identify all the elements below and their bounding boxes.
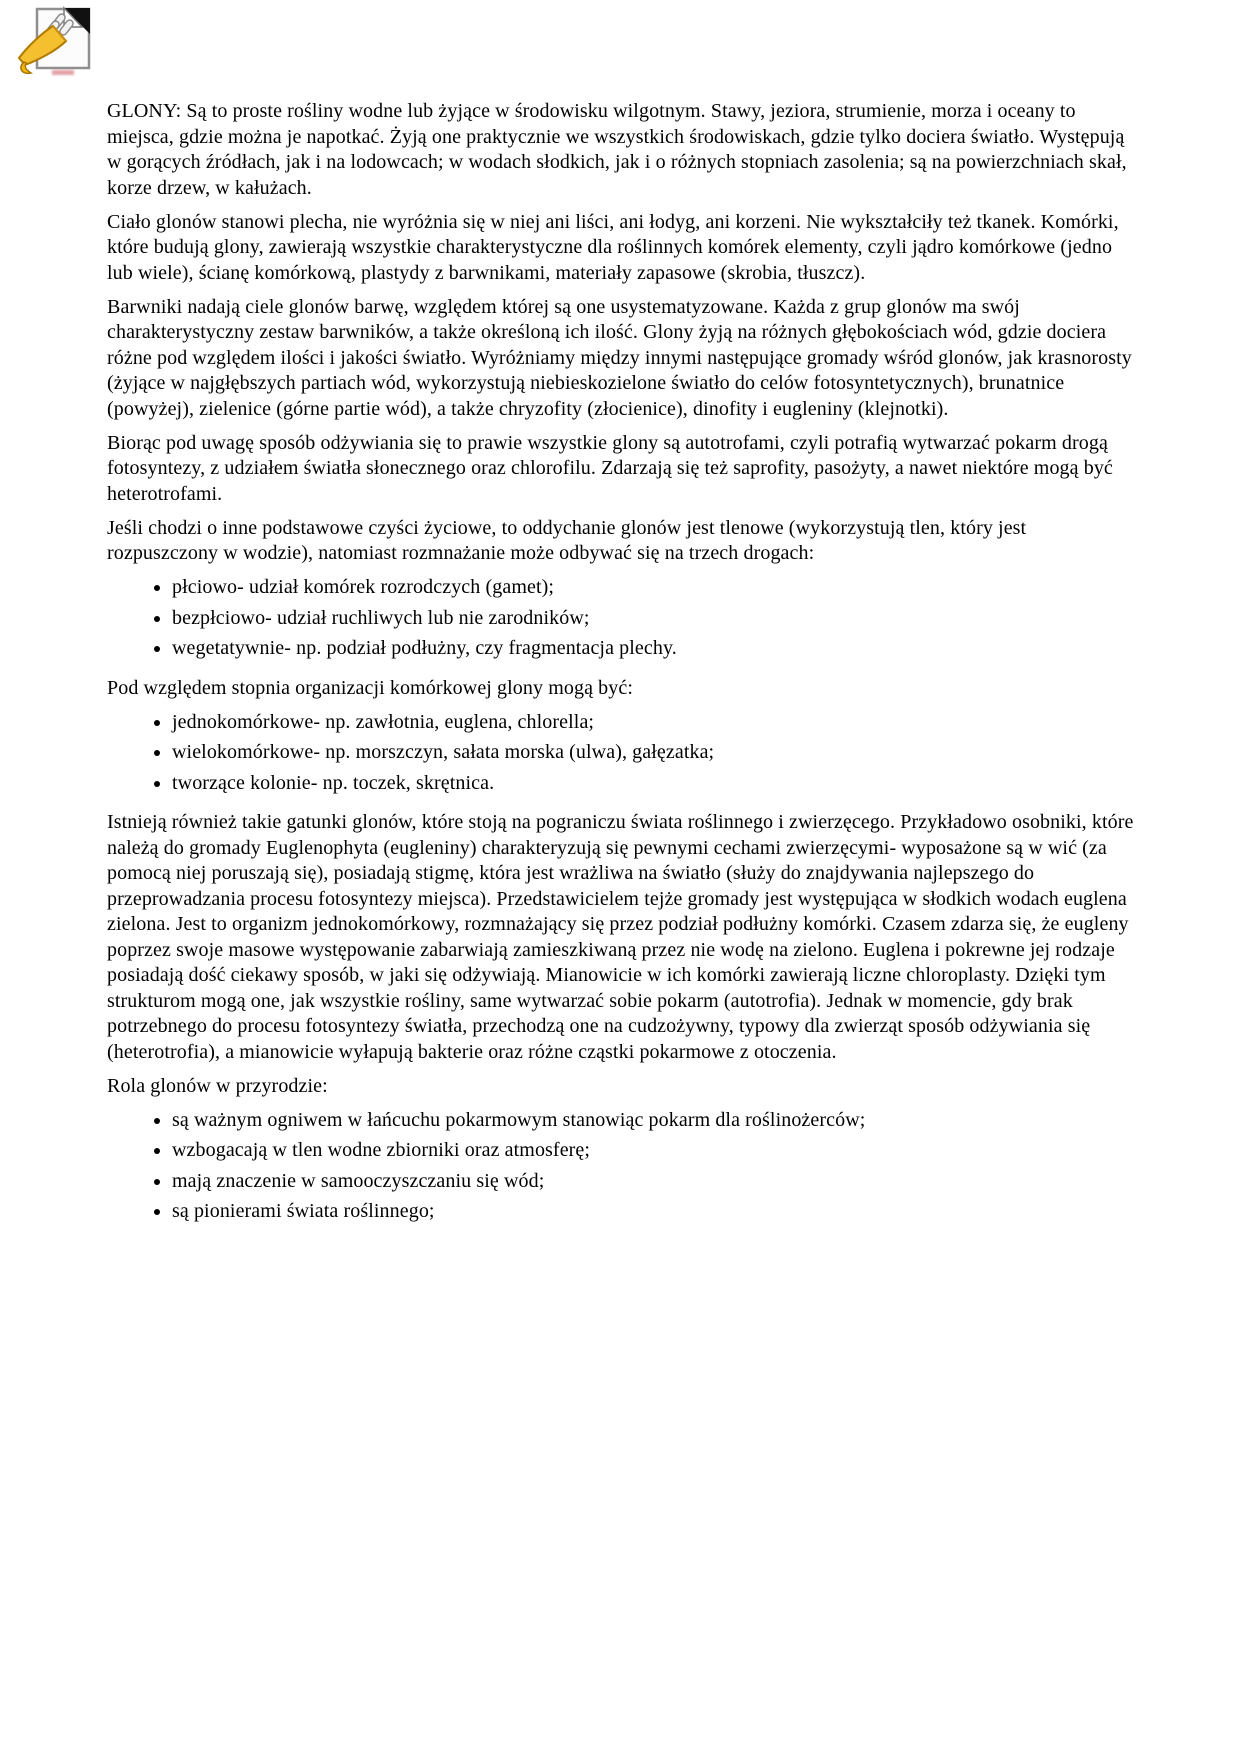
paragraph-odzywianie: Biorąc pod uwagę sposób odżywiania się to prawie wszystkie glony są autotrofami, czyli potrafią wytwarzać pokarm drogą fotosyntezy, z udziałem światła słonecznego oraz chlorofilu. Zdarzają się też saprofity, pasożyty, a nawet niektóre mogą być heterotrofami. xyxy=(107,431,1113,505)
list-item: • tworzące kolonie- np. toczek, skrętnica. xyxy=(172,771,1139,797)
list-rola-glonow xyxy=(107,1108,1139,1225)
list-item: • są pionierami świata roślinnego; xyxy=(172,1199,1139,1225)
list-item: • płciowo- udział komórek rozrodczych (gamet); xyxy=(172,575,1139,601)
paragraph-organizacja: Pod względem stopnia organizacji komórkowej glony mogą być: xyxy=(107,676,633,699)
list-item: • jednokomórkowe- np. zawłotnia, euglena, chlorella; xyxy=(172,710,1139,736)
list-organizacja xyxy=(107,710,1139,797)
document-pen-icon[interactable] xyxy=(16,6,96,84)
list-item: • wielokomórkowe- np. morszczyn, sałata morska (ulwa), gałęzatka; xyxy=(172,740,1139,766)
list-item: • mają znaczenie w samooczyszczaniu się wód; xyxy=(172,1169,1139,1195)
list-item: • wzbogacają w tlen wodne zbiorniki oraz atmosferę; xyxy=(172,1138,1139,1164)
paragraph-oddychanie: Jeśli chodzi o inne podstawowe czyści życiowe, to oddychanie glonów jest tlenowe (wykorzystują tlen, który jest rozpuszczony w wodzie), natomiast rozmnażanie może odbywać się na trzech drogach: xyxy=(107,516,1027,564)
icon-caption-smudge xyxy=(52,70,74,75)
paragraph-euglena: Istnieją również takie gatunki glonów, które stoją na pograniczu świata roślinnego i zwierzęcego. Przykładowo osobniki, które należą do gromady Euglenophyta (eugleniny) charakteryzują się pewnymi cechami zwierzęcymi- wyposażone są w wić (za pomocą niej poruszają się), posiadają stigmę, która jest wrażliwa na światło (służy do znajdywania najlepszego do przeprowadzania procesu fotosyntezy miejsca). Przedstawicielem tejże gromady jest występująca w słodkich wodach euglena zielona. Jest to organizm jednokomórkowy, rozmnażający się przez podział podłużny komórki. Czasem zdarza się, że eugleny poprzez swoje masowe występowanie zabarwiają zamieszkiwaną przez nie wodę na zielono. Euglena i pokrewne jej rodzaje posiadają dość ciekawy sposób, w jaki się odżywiają. Mianowicie w ich komórki zawierają liczne chloroplasty. Dzięki tym strukturom mogą one, jak wszystkie rośliny, same wytwarzać sobie pokarm (autotrofia). Jednak w momencie, gdy brak potrzebnego do procesu fotosyntezy światła, przechodzą one na cudzożywny, typowy dla zwierząt sposób odżywiania się (heterotrofia), a mianowicie wyłapują bakterie oraz różne cząstki pokarmowe z otoczenia. xyxy=(107,811,1134,1063)
paragraph-barwniki: Barwniki nadają ciele glonów barwę, względem której są one usystematyzowane. Każda z grup glonów ma swój charakterystyczny zestaw barwników, a także określoną ich ilość. Glony żyją na różnych głębokościach wód, gdzie dociera różne pod względem ilości i jakości światło. Wyróżniamy między innymi następujące gromady wśród glonów, jak krasnorosty (żyjące w najgłębszych partiach wód, wykorzystują niebieskozielone światło do celów fotosyntetycznych), brunatnice (powyżej), zielenice (górne partie wód), a także chryzofity (złocienice), dinofity i eugleniny (klejnotki). xyxy=(107,295,1132,420)
list-rozmnazanie xyxy=(107,575,1139,662)
paragraph-cialo-glonow: Ciało glonów stanowi plecha, nie wyróżnia się w niej ani liści, ani łodyg, ani korzeni. Nie wykształciły też tkanek. Komórki, które budują glony, zawierają wszystkie charakterystyczne dla roślinnych komórek elementy, czyli jądro komórkowe (jedno lub wiele), ścianę komórkową, plastydy z barwnikami, materiały zapasowe (skrobia, tłuszcz). xyxy=(107,210,1119,284)
list-item: • są ważnym ogniwem w łańcuchu pokarmowym stanowiąc pokarm dla roślinożerców; xyxy=(172,1108,1139,1134)
document-content xyxy=(107,99,1139,1239)
list-item: • bezpłciowo- udział ruchliwych lub nie zarodników; xyxy=(172,606,1139,632)
paragraph-rola-header: Rola glonów w przyrodzie: xyxy=(107,1074,328,1097)
list-item: • wegetatywnie- np. podział podłużny, czy fragmentacja plechy. xyxy=(172,636,1139,662)
paragraph-glony-intro: GLONY: Są to proste rośliny wodne lub żyjące w środowisku wilgotnym. Stawy, jeziora, strumienie, morza i oceany to miejsca, gdzie można je napotkać. Żyją one praktycznie we wszystkich środowiskach, gdzie tylko dociera światło. Występują w gorących źródłach, jak i na lodowcach; w wodach słodkich, jak i o różnych stopniach zasolenia; są na powierzchniach skał, korze drzew, w kałużach. xyxy=(107,100,1127,199)
